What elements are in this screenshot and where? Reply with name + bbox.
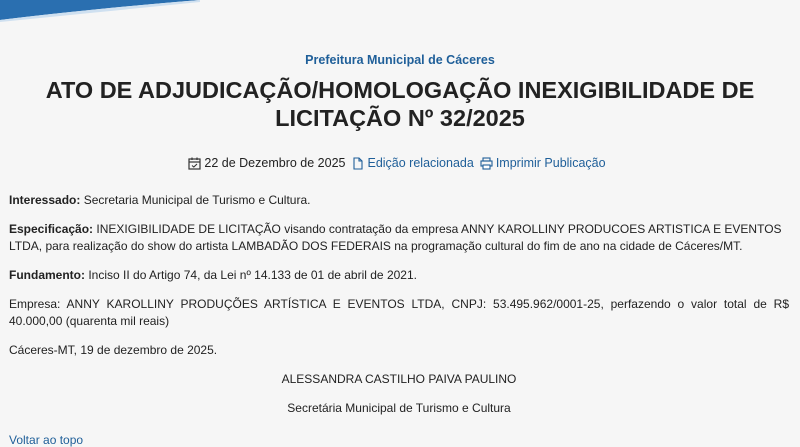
especificacao-paragraph — [9, 221, 789, 255]
back-to-top-link[interactable]: Voltar ao topo — [9, 433, 84, 447]
print-publication-link[interactable] — [480, 156, 606, 170]
signer-role: Secretária Municipal de Turismo e Cultura — [287, 401, 511, 415]
fundamento-paragraph — [9, 267, 789, 284]
header-wave-decoration — [0, 0, 200, 22]
print-icon — [480, 157, 493, 170]
publication-meta — [0, 156, 800, 170]
interessado-paragraph — [9, 192, 789, 209]
print-publication-label: Imprimir Publicação — [495, 156, 606, 170]
place-date: Cáceres-MT, 19 de dezembro de 2025. — [9, 343, 218, 357]
fundamento-text: Inciso II do Artigo 74, da Lei nº 14.133 de 01 de abril de 2021. — [88, 268, 417, 282]
empresa-paragraph: Empresa: ANNY KAROLLINY PRODUÇÕES ARTÍSTICA E EVENTOS LTDA, CNPJ: 53.495.962/0001-25, perfazendo o valor total de R$ 40.000,00 (quarenta mil reais) — [9, 297, 789, 328]
interessado-text: Secretaria Municipal de Turismo e Cultura. — [83, 193, 311, 207]
especificacao-label: Especificação: — [9, 222, 94, 236]
interessado-label: Interessado: — [9, 193, 81, 207]
publication-date — [188, 156, 345, 170]
especificacao-text: INEXIGIBILIDADE DE LICITAÇÃO visando contratação da empresa ANNY KAROLLINY PRODUCOES ARTISTICA E EVENTOS LTDA, para realização do show do artista LAMBADÃO DOS FEDERAIS na programação cultural do fim de ano na cidade de Cáceres/MT. — [9, 222, 782, 253]
page-title: ATO DE ADJUDICAÇÃO/HOMOLOGAÇÃO INEXIGIBILIDADE DE LICITAÇÃO Nº 32/2025 — [45, 77, 755, 131]
fundamento-label: Fundamento: — [9, 268, 85, 282]
related-edition-label: Edição relacionada — [367, 156, 474, 170]
calendar-icon — [188, 157, 201, 170]
document-body — [9, 192, 789, 429]
signer-name: ALESSANDRA CASTILHO PAIVA PAULINO — [281, 372, 517, 386]
organization-name: Prefeitura Municipal de Cáceres — [305, 53, 495, 67]
publication-date-text: 22 de Dezembro de 2025 — [204, 156, 346, 170]
document-icon — [351, 157, 364, 170]
related-edition-link[interactable] — [351, 156, 473, 170]
